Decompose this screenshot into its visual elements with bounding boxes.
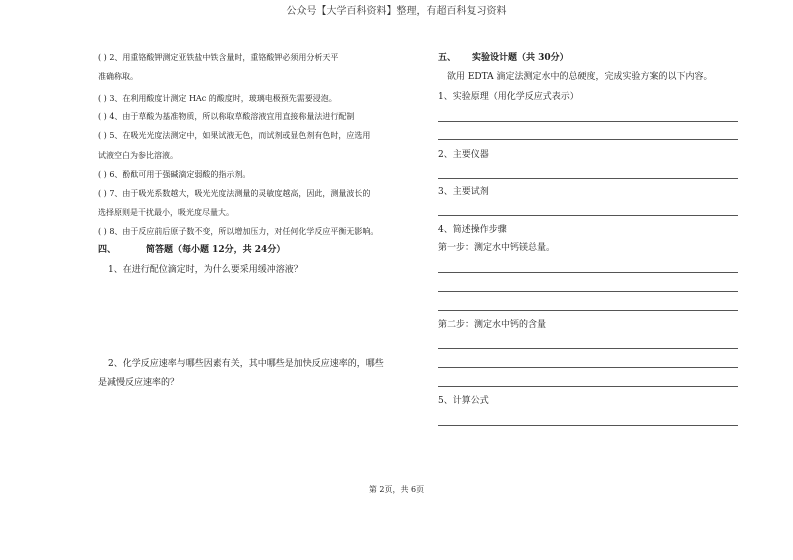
answer-line bbox=[438, 291, 738, 292]
item3-reagents: 3、主要试剂 bbox=[438, 187, 489, 197]
section5-title: 实验设计题（共 30分） bbox=[472, 53, 569, 63]
tf-question-7-line2: 选择原则是干扰最小，吸光度尽量大。 bbox=[98, 208, 234, 217]
section4-title: 简答题（每小题 12分，共 24分） bbox=[146, 245, 286, 255]
tf-question-8: ( ) 8、由于反应前后原子数不变，所以增加压力，对任何化学反应平衡无影响。 bbox=[98, 227, 379, 236]
short-answer-q1: 1、在进行配位滴定时，为什么要采用缓冲溶液？ bbox=[108, 265, 303, 275]
item4-procedure: 4、简述操作步骤 bbox=[438, 225, 507, 235]
answer-line bbox=[438, 139, 738, 140]
tf-question-6: ( ) 6、酚酞可用于强碱滴定弱酸的指示剂。 bbox=[98, 170, 251, 179]
page-footer: 第 2页，共 6页 bbox=[368, 485, 425, 494]
tf-question-3: ( ) 3、在利用酸度计测定 HAc 的酸度时，玻璃电极预先需要浸泡。 bbox=[98, 94, 337, 103]
item1-principle: 1、实验原理（用化学反应式表示） bbox=[438, 92, 579, 102]
answer-line bbox=[438, 386, 738, 387]
tf-question-5-line1: ( ) 5、在吸光光度法测定中，如果试液无色，而试剂或显色剂有色时，应选用 bbox=[98, 131, 371, 140]
answer-line bbox=[438, 348, 738, 349]
item2-instruments: 2、主要仪器 bbox=[438, 150, 489, 160]
answer-line bbox=[438, 178, 738, 179]
answer-line bbox=[438, 425, 738, 426]
procedure-step1: 第一步：测定水中钙镁总量。 bbox=[438, 243, 556, 253]
answer-line bbox=[438, 272, 738, 273]
section4-number: 四、 bbox=[98, 245, 117, 255]
answer-line bbox=[438, 121, 738, 122]
tf-question-4: ( ) 4、由于草酸为基准物质，所以称取草酸溶液宜用直接称量法进行配制 bbox=[98, 112, 355, 121]
tf-question-7-line1: ( ) 7、由于吸光系数越大，吸光光度法测量的灵敏度越高，因此，测量波长的 bbox=[98, 189, 371, 198]
answer-line bbox=[438, 215, 738, 216]
short-answer-q2-line1: 2、化学反应速率与哪些因素有关，其中哪些是加快反应速率的，哪些 bbox=[108, 359, 384, 369]
section5-intro: 欲用 EDTA 滴定法测定水中的总硬度，完成实验方案的以下内容。 bbox=[447, 72, 713, 82]
tf-question-2-line1: ( ) 2、用重铬酸钾测定亚铁盐中铁含量时，重铬酸钾必须用分析天平 bbox=[98, 53, 339, 62]
page-header: 公众号【大学百科资料】整理，有超百科复习资料 bbox=[286, 6, 507, 17]
tf-question-5-line2: 试液空白为参比溶液。 bbox=[98, 151, 178, 160]
section5-number: 五、 bbox=[438, 53, 457, 63]
answer-line bbox=[438, 310, 738, 311]
short-answer-q2-line2: 是减慢反应速率的？ bbox=[98, 378, 180, 388]
item5-formula: 5、计算公式 bbox=[438, 396, 489, 406]
tf-question-2-line2: 准确称取。 bbox=[98, 72, 138, 81]
procedure-step2: 第二步：测定水中钙的含量 bbox=[438, 320, 547, 330]
answer-line bbox=[438, 367, 738, 368]
